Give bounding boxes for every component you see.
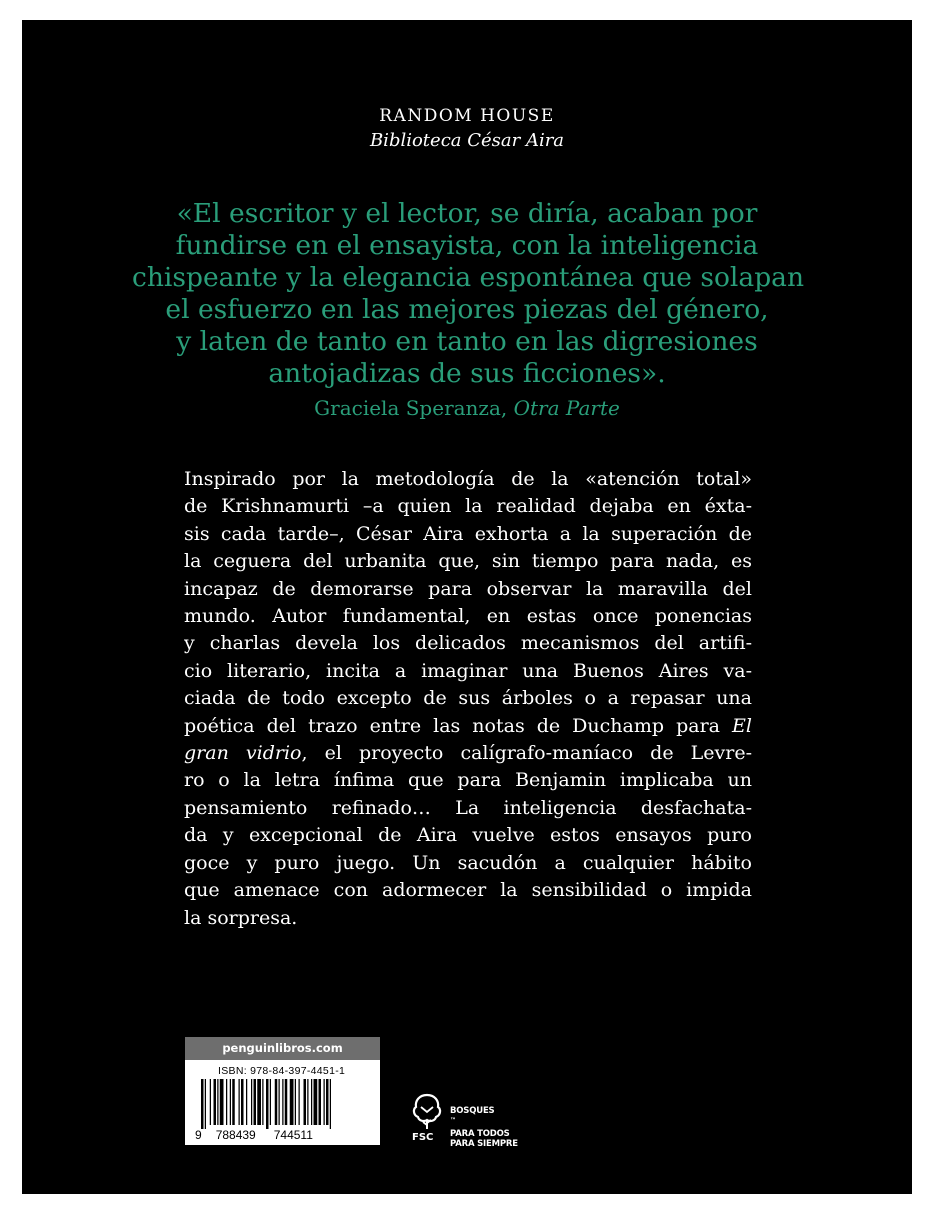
synopsis-line-text: , el proyecto calígrafo-maníaco de Levre- [301,742,752,765]
barcode-bar [214,1079,217,1125]
barcode-bar [319,1079,322,1125]
quote-author: Graciela Speranza, [314,396,508,420]
barcode-bar [299,1079,300,1125]
fsc-tree-icon [410,1092,444,1132]
barcode-bar [270,1079,271,1125]
barcode-bar [257,1079,261,1125]
barcode-bar [282,1079,283,1125]
barcode-digit-group: 744511 [273,1128,313,1142]
synopsis-line: goce y puro juego. Un sacudón a cualquier hábito [184,851,752,874]
barcode-bar [217,1079,218,1125]
barcode-bar [285,1079,288,1125]
synopsis-line: la sorpresa. [184,906,298,929]
book-title-gran-vidrio: gran vidrio [184,742,302,765]
quote-line: fundirse en el ensayista, con la inteligencia [175,230,759,261]
barcode-bar [304,1079,307,1125]
collection-name: Biblioteca César Aira [369,130,565,151]
barcode-bar [251,1079,252,1125]
synopsis-line [184,713,752,740]
barcode-digit-group: 788439 [215,1128,256,1142]
isbn-barcode [185,1037,380,1145]
synopsis-line: que amenace con adormecer la sensibilidad o impida [184,879,752,902]
publisher-name: RANDOM HOUSE [379,106,555,126]
barcode-bar [311,1079,312,1125]
fsc-slogan [450,1106,518,1149]
synopsis-line: incapaz de demorarse para observar la maravilla del [184,577,752,600]
synopsis-line: mundo. Autor fundamental, en estas once ponencias [184,605,752,628]
barcode-digit-group: 9 [195,1128,202,1142]
barcode-bar [314,1079,318,1125]
barcode-bar [275,1079,278,1125]
barcode-bar [254,1079,257,1125]
barcode-bar [279,1079,280,1125]
synopsis-line: la ceguera del urbanita que, sin tiempo para nada, es [184,550,752,573]
barcode-bar [205,1079,206,1129]
barcode-bar [210,1079,211,1125]
barcode-bar [220,1079,224,1125]
fsc-label: FSC [412,1132,434,1143]
synopsis-line: de Krishnamurti –a quien la realidad dejaba en éxta- [184,495,752,518]
publisher-website: penguinlibros.com [185,1037,380,1060]
barcode-bar [262,1079,263,1125]
barcode-bar [307,1079,308,1125]
synopsis-line: Inspirado por la metodología de la «atención total» [184,468,752,490]
quote-attribution [22,396,912,420]
barcode-bar [239,1079,240,1125]
isbn-number: ISBN: 978-84-397-4451-1 [218,1065,346,1077]
barcode-bar [266,1079,269,1129]
quote-line: el esfuerzo en las mejores piezas del género, [165,294,769,325]
synopsis-line: sis cada tarde–, César Aira exhorta a la superación de [184,522,752,545]
blurb-quote [132,198,805,390]
barcode-bar [295,1079,296,1125]
barcode-bars [199,1079,367,1129]
synopsis-line: da y excepcional de Aira vuelve estos ensayos puro [184,824,752,847]
barcode-bar [241,1079,244,1125]
barcode-bar [290,1079,294,1125]
synopsis-line: ciada de todo excepto de sus árboles o a repasar una [184,687,752,710]
synopsis-line: pensamiento refinado… La inteligencia desfachata- [184,796,752,819]
barcode-bar [246,1079,247,1125]
synopsis-line: ro o la letra ínfima que para Benjamin implicaba un [184,769,752,792]
fsc-slogan-line: PARA TODOS [450,1128,510,1139]
trademark-mark: ™ [450,1117,456,1124]
book-title-el: El [732,714,752,737]
fsc-slogan-line: PARA SIEMPRE [450,1138,518,1149]
fsc-certification [410,1092,560,1152]
quote-line: «El escritor y el lector, se diría, acaban por [176,198,758,229]
quote-line: antojadizas de sus ficciones». [268,358,666,389]
barcode-bar [330,1079,331,1129]
back-cover [22,20,912,1194]
barcode-bar [201,1079,204,1129]
synopsis [184,466,752,932]
barcode-bar [326,1079,329,1125]
barcode-bar [230,1079,231,1125]
synopsis-line: cio literario, incita a imaginar una Buenos Aires va- [184,659,752,682]
quote-source: Otra Parte [513,396,620,420]
quote-line: y laten de tanto en tanto en las digresiones [176,326,758,357]
synopsis-line-text: poética del trazo entre las notas de Duchamp para [184,714,720,737]
barcode-bar [226,1079,227,1125]
barcode-bar [324,1079,325,1125]
fsc-slogan-line: BOSQUES ™ [450,1106,495,1124]
synopsis-line: y charlas devela los delicados mecanismos del artifi- [184,632,752,655]
synopsis-line [184,740,752,767]
quote-line: chispeante y la elegancia espontánea que solapan [132,262,805,293]
barcode-digits [195,1128,373,1142]
barcode-bar [232,1079,235,1125]
